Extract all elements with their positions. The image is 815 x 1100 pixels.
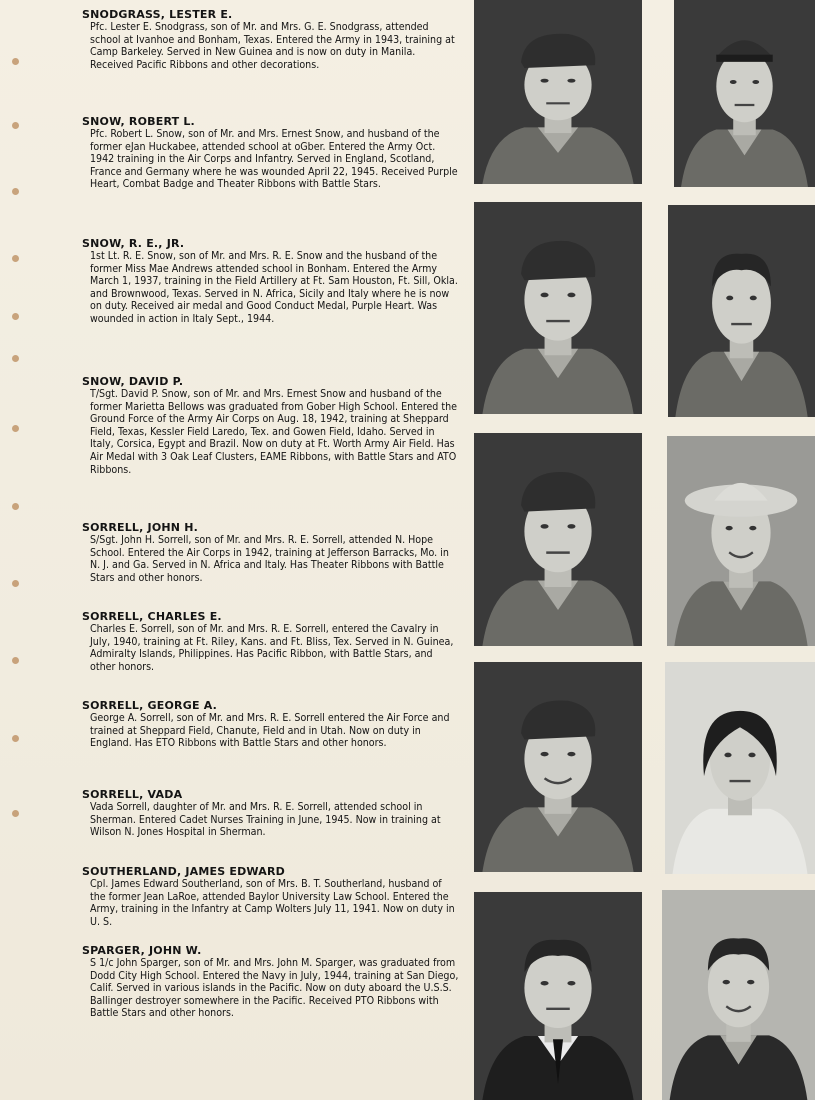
binding-hole <box>12 425 19 432</box>
portrait-drawing <box>474 433 642 646</box>
bio-text: Vada Sorrell, daughter of Mr. and Mrs. R. E. Sorrell, attended school in Sherman. Entered Cadet Nurses Training in June, 1945. Now in training at Wilson N. Jones Hospital in Sherman. <box>90 801 441 839</box>
biography-column <box>82 8 460 1063</box>
portrait-photo <box>474 662 642 872</box>
bio-entry <box>82 521 460 601</box>
bio-name: SNODGRASS, LESTER E. <box>82 8 233 21</box>
bio-name: SNOW, ROBERT L. <box>82 115 195 128</box>
bio-name: SNOW, DAVID P. <box>82 375 184 388</box>
binding-hole <box>12 580 19 587</box>
bio-name: SORRELL, JOHN H. <box>82 521 199 534</box>
bio-text: George A. Sorrell, son of Mr. and Mrs. R. E. Sorrell entered the Air Force and trained at Sheppard Field, Chanute, Field and in Utah. Now on duty in England. Has ETO Ribbons with Battle Stars and other honors. <box>90 712 450 750</box>
portrait-drawing <box>674 0 815 187</box>
bio-name: SOUTHERLAND, JAMES EDWARD <box>82 865 285 878</box>
bio-entry <box>82 610 460 690</box>
bio-text: Charles E. Sorrell, son of Mr. and Mrs. R. E. Sorrell, entered the Cavalry in July, 1940, training at Ft. Riley, Kans. and Ft. Bliss, Tex. Served in N. Guinea, Admiralty Islands, Philippines. Has Pacific Ribbon, with Battle Stars, and other honors. <box>90 623 454 673</box>
portrait-drawing <box>662 890 815 1100</box>
bio-entry <box>82 865 460 935</box>
portrait-photo <box>667 436 815 646</box>
binding-hole <box>12 313 19 320</box>
bio-name: SORRELL, VADA <box>82 788 183 801</box>
bio-text: Cpl. James Edward Southerland, son of Mrs. B. T. Southerland, husband of the former Jean LaRoe, attended Baylor University Law School. Entered the Army, training in the Infantry at Camp Wolters July 11, 1941. Now on duty in U. S. <box>90 878 455 928</box>
bio-name: SORRELL, GEORGE A. <box>82 699 217 712</box>
bio-name: SORRELL, CHARLES E. <box>82 610 222 623</box>
portrait-photo <box>668 205 815 417</box>
binding-hole <box>12 255 19 262</box>
bio-text: 1st Lt. R. E. Snow, son of Mr. and Mrs. R. E. Snow and the husband of the former Miss Mae Andrews attended school in Bonham. Entered the Army March 1, 1937, training in the Field Artillery at Ft. Sam Houston, Ft. Sill, Okla. and Brownwood, Texas. Served in N. Africa, Sicily and Italy where he is now on duty. Received air medal and Good Conduct Medal, Purple Heart. Was wounded in action in Italy Sept., 1944. <box>90 250 458 325</box>
bio-text: S/Sgt. John H. Sorrell, son of Mr. and Mrs. R. E. Sorrell, attended N. Hope School. Entered the Air Corps in 1942, training at Jefferson Barracks, Mo. in N. J. and Ga. Served in N. Africa and Italy. Has Theater Ribbons with Battle Stars and other honors. <box>90 534 449 584</box>
portrait-drawing <box>474 202 642 414</box>
bio-name: SPARGER, JOHN W. <box>82 944 202 957</box>
portrait-drawing <box>667 436 815 646</box>
portrait-drawing <box>474 0 642 184</box>
binding-hole <box>12 188 19 195</box>
bio-entry <box>82 8 460 106</box>
bio-entry <box>82 944 460 1054</box>
portrait-photo <box>665 662 815 874</box>
portrait-drawing <box>665 662 815 874</box>
bio-entry <box>82 115 460 228</box>
bio-entry <box>82 375 460 512</box>
portrait-drawing <box>474 892 642 1100</box>
portrait-photo <box>474 202 642 414</box>
portrait-photo <box>674 0 815 187</box>
binding-hole <box>12 355 19 362</box>
portrait-photo <box>662 890 815 1100</box>
bio-text: Pfc. Robert L. Snow, son of Mr. and Mrs. Ernest Snow, and husband of the former eJan Huckabee, attended school at oGber. Entered the Army Oct. 1942 training in the Air Corps and Infantry. Served in England, Scotland, France and Germany where he was wounded April 22, 1945. Received Purple Heart, Combat Badge and Theater Ribbons with Battle Stars. <box>90 128 458 191</box>
portrait-photo <box>474 892 642 1100</box>
bio-name: SNOW, R. E., JR. <box>82 237 185 250</box>
bio-entry <box>82 699 460 779</box>
bio-text: Pfc. Lester E. Snodgrass, son of Mr. and Mrs. G. E. Snodgrass, attended school at Ivanhoe and Bonham, Texas. Entered the Army in 1943, training at Camp Barkeley. Served in New Guinea and is now on duty in Manila. Received Pacific Ribbons and other decorations. <box>90 21 455 71</box>
bio-text: T/Sgt. David P. Snow, son of Mr. and Mrs. Ernest Snow and husband of the former Marietta Bellows was graduated from Gober High School. Entered the Ground Force of the Army Air Corps on Aug. 18, 1942, training at Sheppard Field, Texas, Kessler Field Laredo, Tex. and Gowen Field, Idaho. Served in Italy, Corsica, Egypt and Brazil. Now on duty at Ft. Worth Army Air Field. Has Air Medal with 3 Oak Leaf Clusters, EAME Ribbons, with Battle Stars and ATO Ribbons. <box>90 388 458 476</box>
bio-text: S 1/c John Sparger, son of Mr. and Mrs. John M. Sparger, was graduated from Dodd City High School. Entered the Navy in July, 1944, training at San Diego, Calif. Served in various islands in the Pacific. Now on duty aboard the U.S.S. Ballinger destroyer somewhere in the Pacific. Received PTO Ribbons with Battle Stars and other honors. <box>90 957 459 1020</box>
portrait-drawing <box>668 205 815 417</box>
binding-hole <box>12 122 19 129</box>
binding-hole <box>12 657 19 664</box>
portrait-drawing <box>474 662 642 872</box>
binding-hole <box>12 58 19 65</box>
bio-entry <box>82 788 460 856</box>
binding-hole <box>12 735 19 742</box>
portrait-photo <box>474 0 642 184</box>
binding-hole <box>12 503 19 510</box>
bio-entry <box>82 237 460 366</box>
portrait-photo <box>474 433 642 646</box>
binding-hole <box>12 810 19 817</box>
